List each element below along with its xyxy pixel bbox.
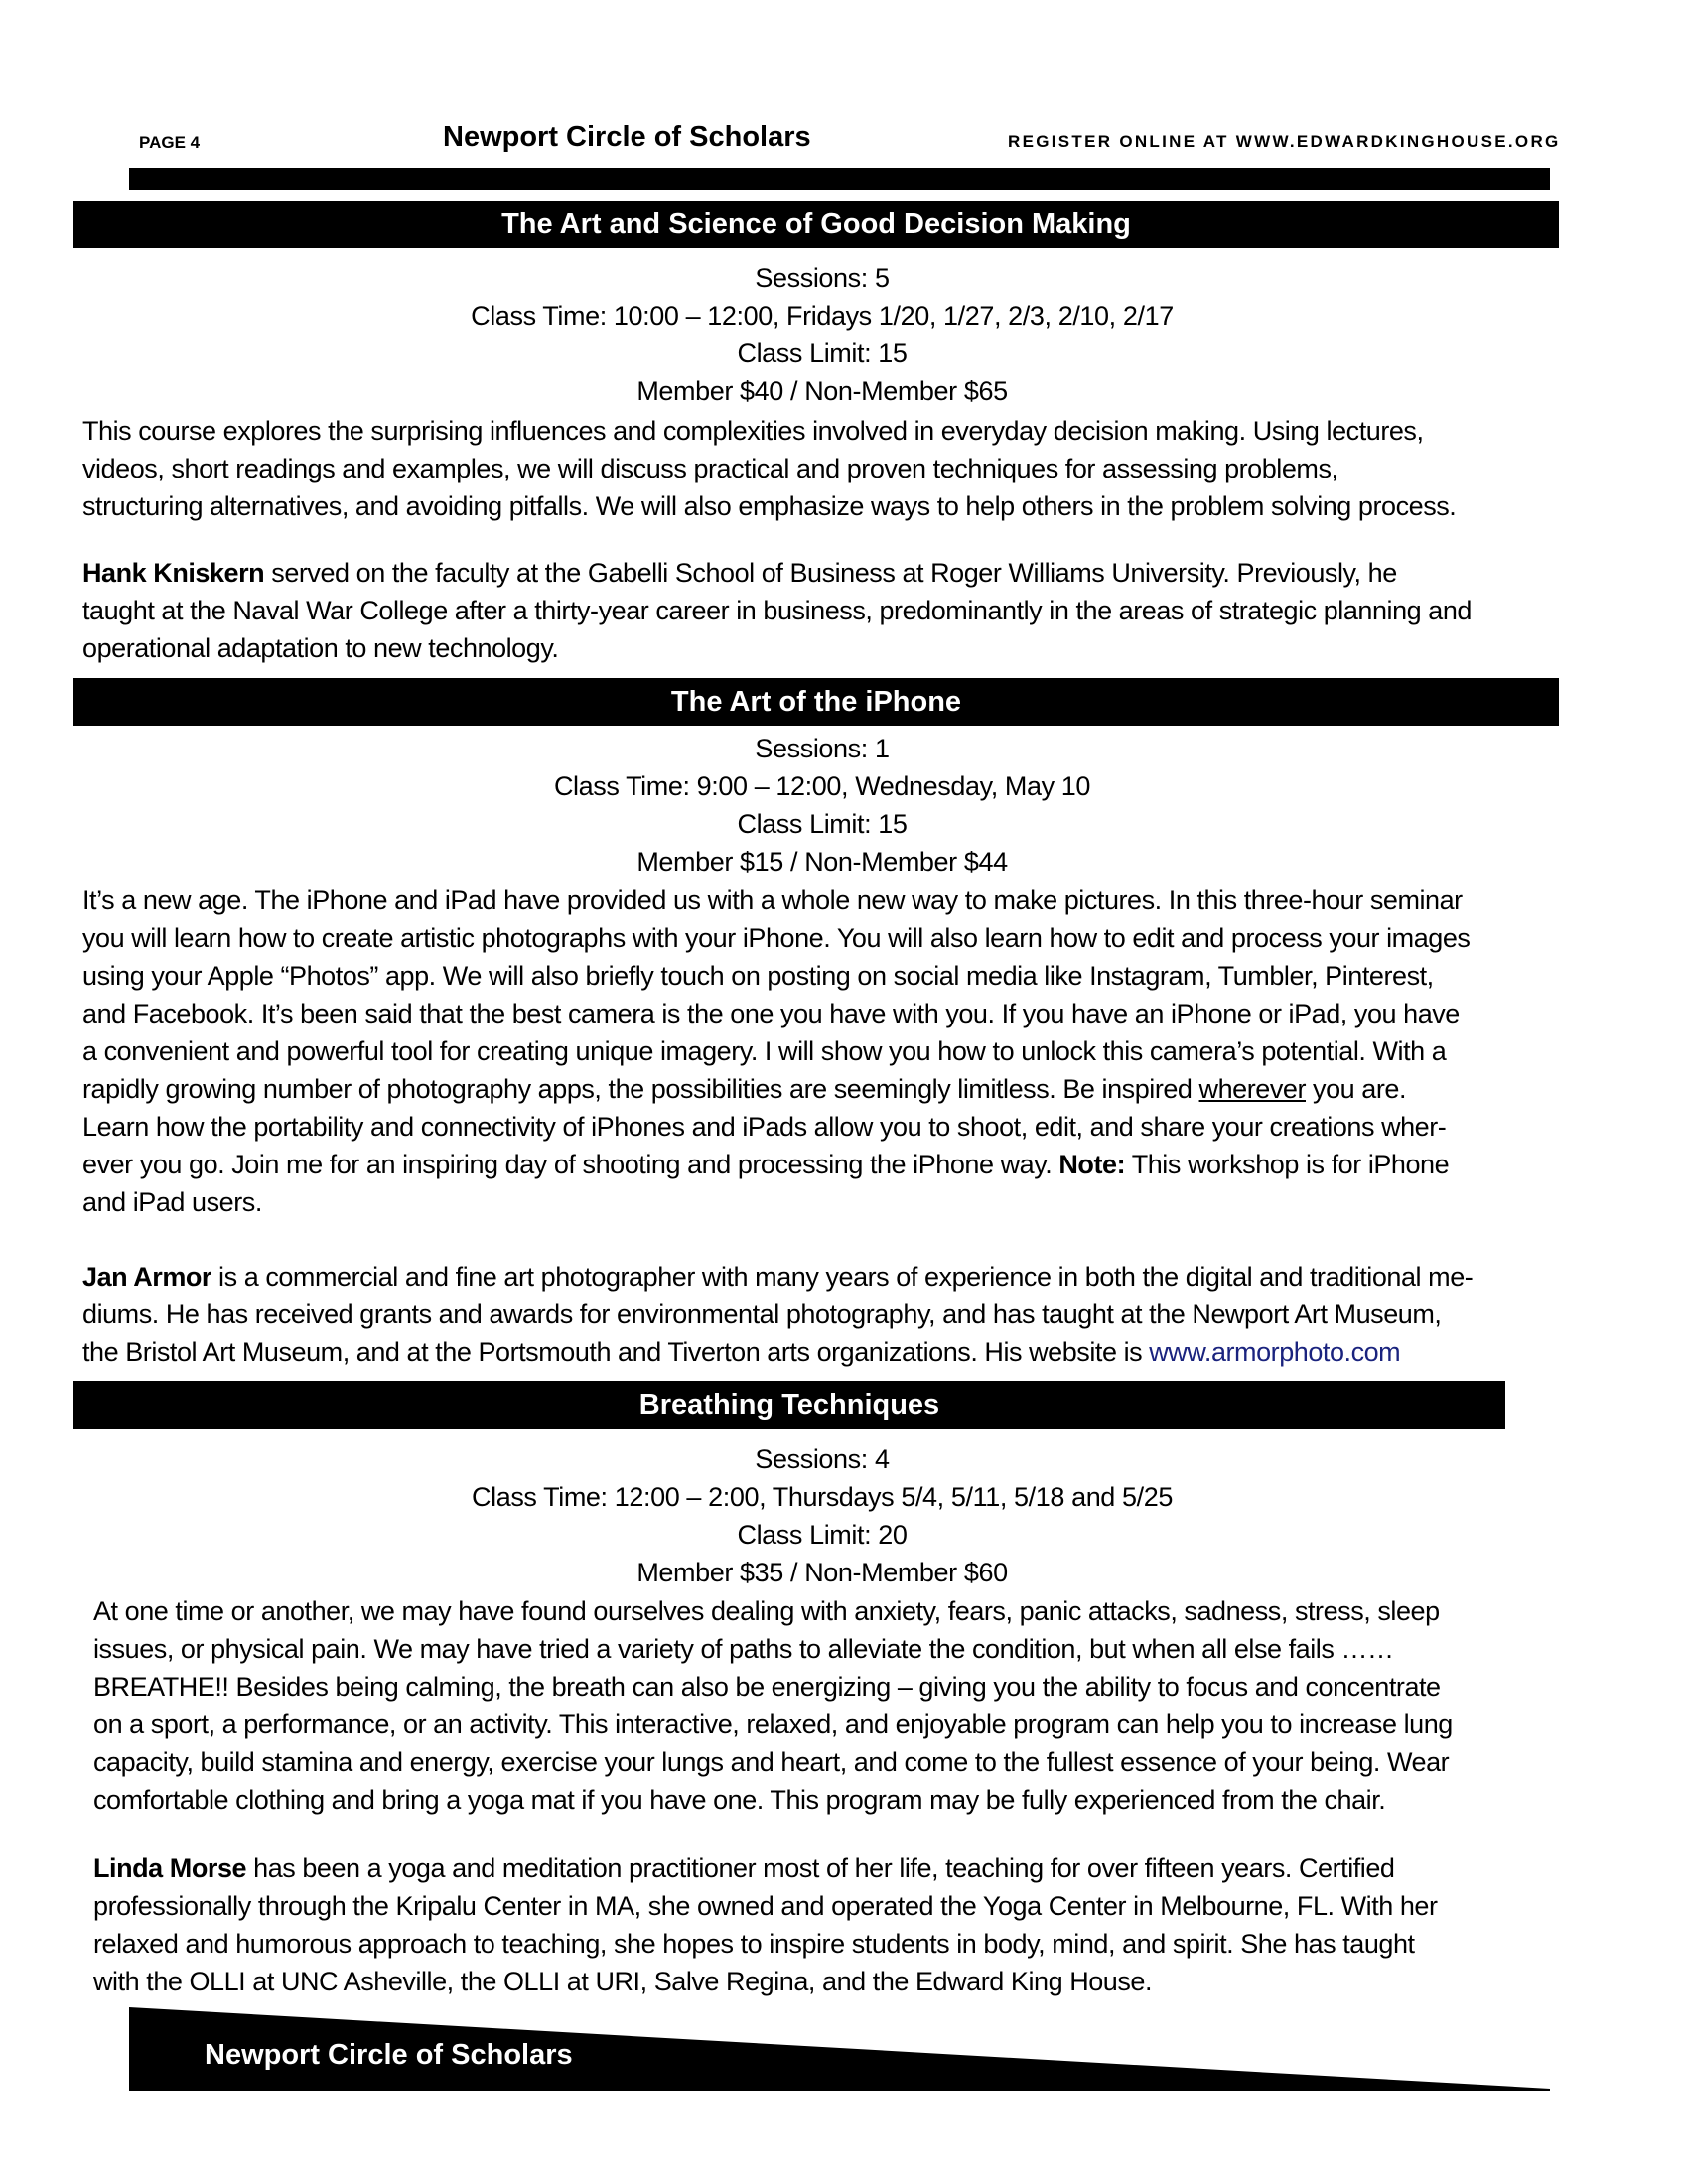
- class-time: Class Time: 9:00 – 12:00, Wednesday, May 10: [553, 771, 1091, 801]
- register-online-text: REGISTER ONLINE AT WWW.EDWARDKINGHOUSE.ORG: [1008, 132, 1561, 151]
- bio-text: is a commercial and fine art photographer with many years of experience in both the digital and traditional me-: [211, 1262, 1474, 1292]
- text-line: and Facebook. It’s been said that the best camera is the one you have with you. If you have an iPhone or iPad, you have: [82, 999, 1460, 1028]
- page-number: PAGE 4: [139, 133, 201, 152]
- text-line: issues, or physical pain. We may have tried a variety of paths to alleviate the condition, but when all else fails ……: [93, 1634, 1394, 1664]
- text-line: using your Apple “Photos” app. We will also briefly touch on posting on social media like Instagram, Tumbler, Pinterest,: [82, 961, 1434, 991]
- text-line: taught at the Naval War College after a thirty-year career in business, predominantly in the areas of strategic planning and: [82, 596, 1472, 625]
- course-title: Breathing Techniques: [638, 1389, 940, 1421]
- text-line: It’s a new age. The iPhone and iPad have provided us with a whole new way to make pictures. In this three-hour seminar: [82, 886, 1463, 915]
- course-title: The Art and Science of Good Decision Making: [501, 208, 1131, 240]
- text-line: operational adaptation to new technology.: [82, 633, 559, 663]
- sessions: Sessions: 4: [755, 1444, 890, 1474]
- text-line: Learn how the portability and connectivity of iPhones and iPads allow you to shoot, edit, and share your creations wher-: [82, 1112, 1447, 1142]
- newsletter-title: Newport Circle of Scholars: [443, 121, 811, 153]
- class-time: Class Time: 12:00 – 2:00, Thursdays 5/4, 5/11, 5/18 and 5/25: [472, 1482, 1173, 1512]
- price: Member $15 / Non-Member $44: [636, 847, 1008, 877]
- sessions: Sessions: 1: [755, 734, 890, 763]
- text-line: rapidly growing number of photography apps, the possibilities are seemingly limitless. Be inspired: [82, 1074, 1199, 1104]
- text-line: with the OLLI at UNC Asheville, the OLLI at URI, Salve Regina, and the Edward King House.: [93, 1967, 1153, 1996]
- sessions: Sessions: 5: [755, 263, 890, 293]
- text-line: and iPad users.: [82, 1187, 262, 1217]
- website-link[interactable]: www.armorphoto.com: [1149, 1337, 1401, 1367]
- footer-title: Newport Circle of Scholars: [205, 2039, 573, 2071]
- text-line: professionally through the Kripalu Center in MA, she owned and operated the Yoga Center in Melbourne, FL. With her: [93, 1891, 1438, 1921]
- text-line: diums. He has received grants and awards for environmental photography, and has taught at the Newport Art Museum,: [82, 1299, 1442, 1329]
- class-time: Class Time: 10:00 – 12:00, Fridays 1/20, 1/27, 2/3, 2/10, 2/17: [471, 301, 1174, 331]
- text-line: videos, short readings and examples, we will discuss practical and proven techniques for assessing problems,: [82, 454, 1338, 483]
- class-limit: Class Limit: 20: [737, 1520, 908, 1550]
- instructor-name: Jan Armor: [82, 1262, 211, 1292]
- underlined-word: wherever: [1198, 1074, 1306, 1104]
- text-line: ever you go. Join me for an inspiring day of shooting and processing the iPhone way.: [82, 1150, 1059, 1179]
- course-title: The Art of the iPhone: [670, 686, 962, 718]
- note-label: Note:: [1058, 1150, 1126, 1179]
- bio-text: has been a yoga and meditation practitioner most of her life, teaching for over fifteen years. Certified: [246, 1853, 1395, 1883]
- text-line: structuring alternatives, and avoiding pitfalls. We will also emphasize ways to help others in the problem solving process.: [82, 491, 1457, 521]
- text-line: a convenient and powerful tool for creating unique imagery. I will show you how to unlock this camera’s potential. With a: [82, 1036, 1447, 1066]
- text-line: you are.: [1306, 1074, 1407, 1104]
- text-line: you will learn how to create artistic photographs with your iPhone. You will also learn how to edit and process your images: [82, 923, 1471, 953]
- text-line: At one time or another, we may have found ourselves dealing with anxiety, fears, panic attacks, sadness, stress, sleep: [93, 1596, 1440, 1626]
- class-limit: Class Limit: 15: [737, 339, 908, 368]
- text-line: comfortable clothing and bring a yoga mat if you have one. This program may be fully experienced from the chair.: [93, 1785, 1386, 1815]
- text-line: relaxed and humorous approach to teaching, she hopes to inspire students in body, mind, and spirit. She has taught: [93, 1929, 1415, 1959]
- class-limit: Class Limit: 15: [737, 809, 908, 839]
- text-line: This workshop is for iPhone: [1125, 1150, 1450, 1179]
- text-line: capacity, build stamina and energy, exercise your lungs and heart, and come to the fullest essence of your being. Wear: [93, 1747, 1450, 1777]
- text-line: the Bristol Art Museum, and at the Portsmouth and Tiverton arts organizations. His website is: [82, 1337, 1150, 1367]
- price: Member $40 / Non-Member $65: [636, 376, 1008, 406]
- text-line: This course explores the surprising influences and complexities involved in everyday decision making. Using lectures,: [82, 416, 1424, 446]
- text-line: BREATHE!! Besides being calming, the breath can also be energizing – giving you the ability to focus and concentrate: [93, 1672, 1441, 1702]
- price: Member $35 / Non-Member $60: [636, 1558, 1008, 1587]
- text-line: on a sport, a performance, or an activity. This interactive, relaxed, and enjoyable program can help you to increase lung: [93, 1709, 1453, 1739]
- instructor-name: Linda Morse: [93, 1853, 247, 1883]
- bio-text: served on the faculty at the Gabelli School of Business at Roger Williams University. Previously, he: [264, 558, 1397, 588]
- instructor-name: Hank Kniskern: [82, 558, 265, 588]
